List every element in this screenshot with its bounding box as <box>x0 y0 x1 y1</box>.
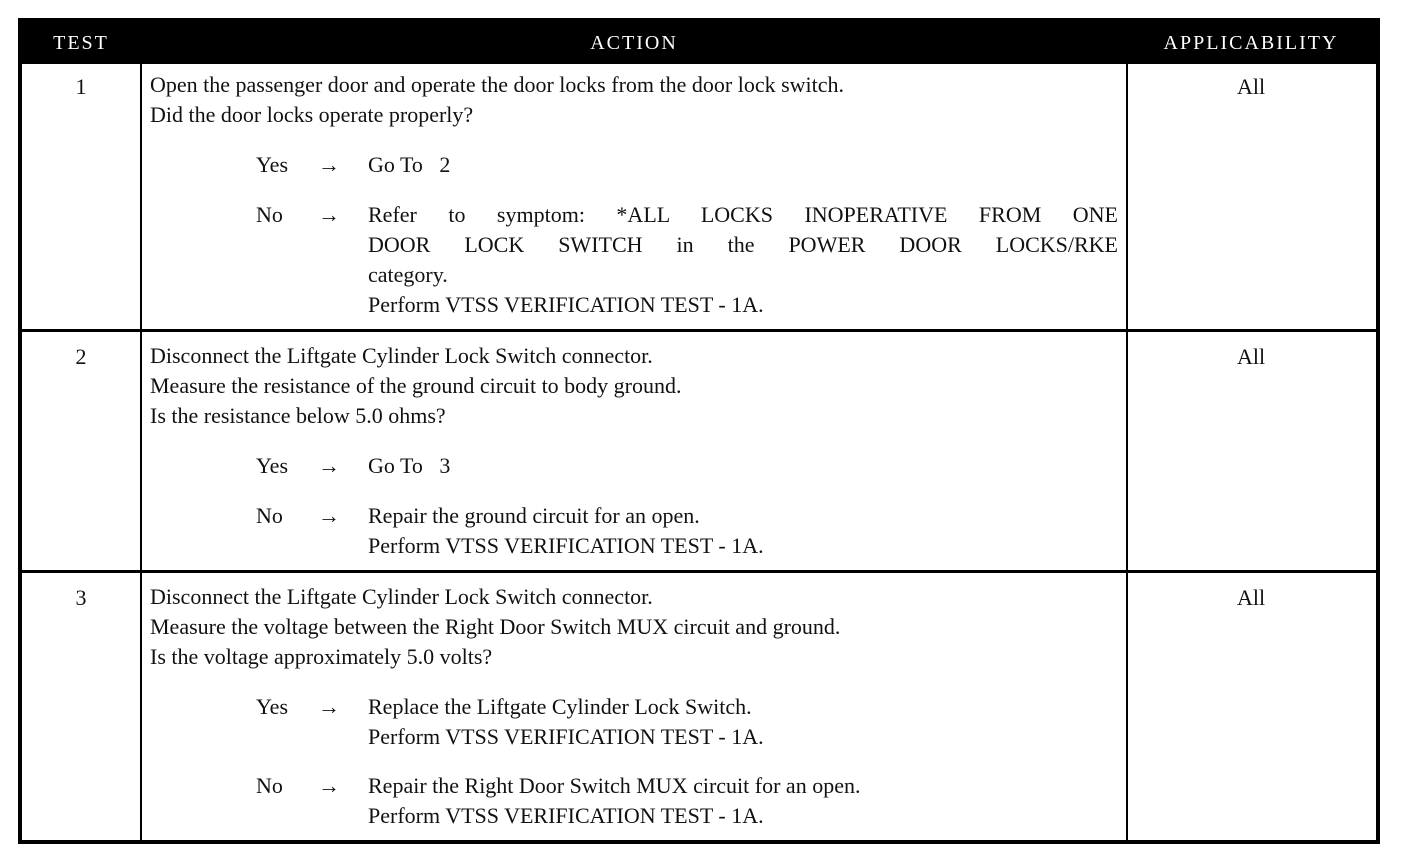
header-test: TEST <box>53 32 109 54</box>
row-divider-2 <box>22 570 1376 573</box>
test-number: 1 <box>75 74 87 99</box>
test-question: Disconnect the Liftgate Cylinder Lock Switch connector. Measure the resistance of the ground circuit to body ground. Is the resistance below 5.0 ohms? <box>150 343 682 428</box>
column-divider-action <box>1126 64 1128 840</box>
arrow-icon: → <box>318 503 340 528</box>
arrow-icon: → <box>318 152 340 177</box>
arrow-icon: → <box>318 694 340 719</box>
table-header <box>22 22 1376 64</box>
test-question: Open the passenger door and operate the door locks from the door lock switch. Did the door locks operate properly? <box>150 72 845 127</box>
arrow-icon: → <box>318 773 340 798</box>
no-result: Refer to symptom: *ALL LOCKS INOPERATIVE FROM ONE DOOR LOCK SWITCH in the POWER DOOR LOCKS/RKE category. Perform VTSS VERIFICATION TEST - 1A. <box>368 202 1118 317</box>
applicability-value: All <box>1236 585 1266 610</box>
header-action: ACTION <box>590 32 678 54</box>
yes-result: Go To 3 <box>368 453 451 478</box>
column-divider-test <box>140 64 142 840</box>
diagnostic-test-table <box>18 18 1380 844</box>
no-result: Repair the ground circuit for an open. Perform VTSS VERIFICATION TEST - 1A. <box>368 503 764 558</box>
yes-result: Go To 2 <box>368 152 451 177</box>
test-number: 3 <box>75 585 87 610</box>
test-number: 2 <box>75 344 87 369</box>
yes-label: Yes <box>256 453 289 478</box>
no-label: No <box>256 202 283 227</box>
header-applicability: APPLICABILITY <box>1163 32 1339 54</box>
test-question: Disconnect the Liftgate Cylinder Lock Switch connector. Measure the voltage between the Right Door Switch MUX circuit and ground. Is the voltage approximately 5.0 volts? <box>150 584 841 669</box>
arrow-icon: → <box>318 202 340 227</box>
no-label: No <box>256 773 283 798</box>
yes-label: Yes <box>256 152 289 177</box>
no-label: No <box>256 503 283 528</box>
arrow-icon: → <box>318 453 340 478</box>
no-result: Repair the Right Door Switch MUX circuit for an open. Perform VTSS VERIFICATION TEST - 1A. <box>368 773 861 828</box>
yes-result: Replace the Liftgate Cylinder Lock Switch. Perform VTSS VERIFICATION TEST - 1A. <box>368 694 764 749</box>
yes-label: Yes <box>256 694 289 719</box>
applicability-value: All <box>1236 74 1266 99</box>
applicability-value: All <box>1236 344 1266 369</box>
row-divider-1 <box>22 329 1376 332</box>
